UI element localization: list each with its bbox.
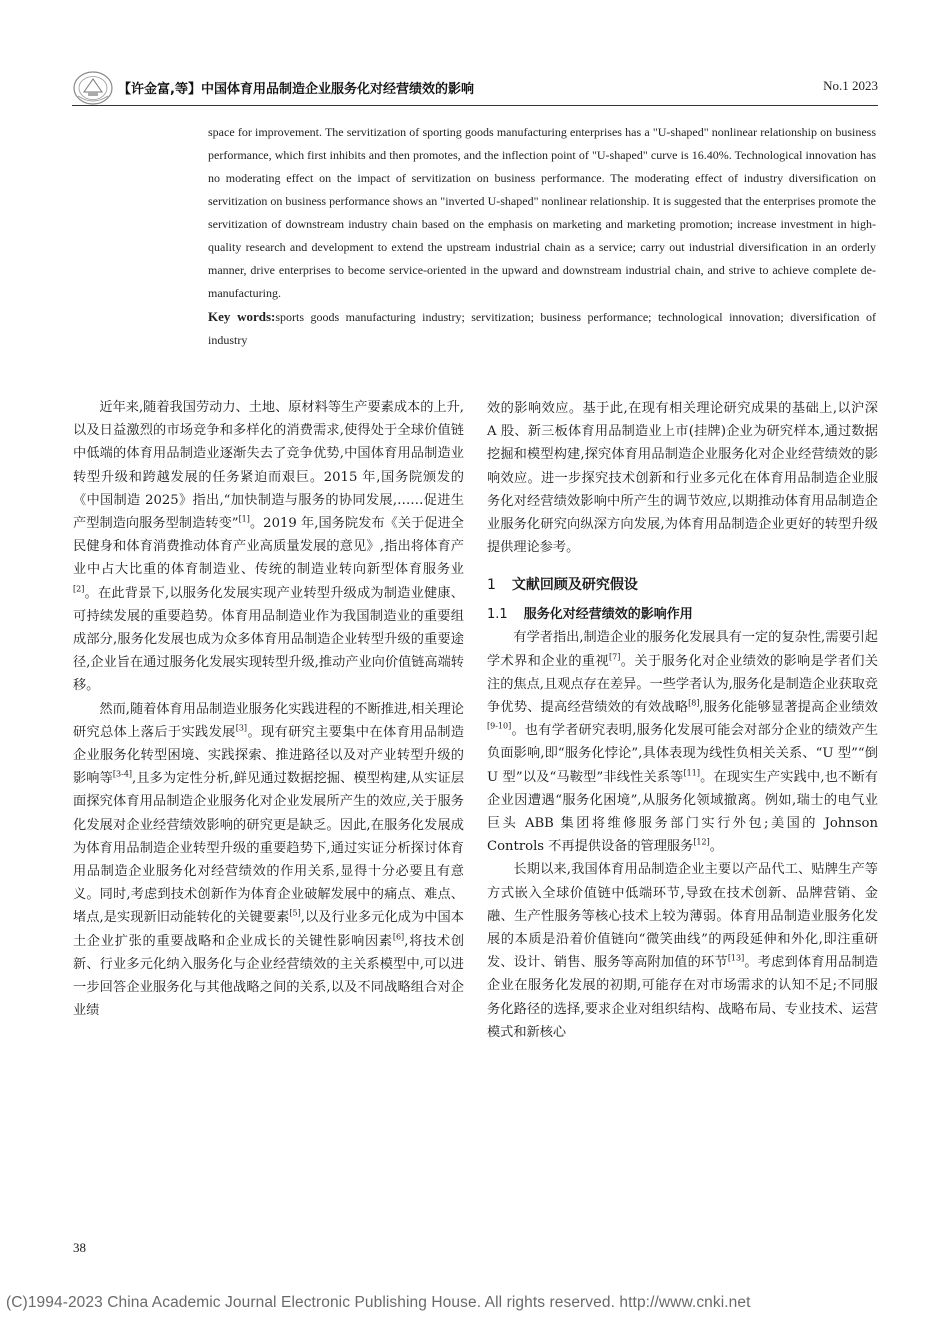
citation: [6] — [392, 932, 405, 942]
section-paragraph-2 — [487, 858, 878, 1044]
text-run: 。 — [709, 839, 723, 855]
text-run: 长期以来,我国体育用品制造企业主要以产品代工、贴牌生产等方式嵌入全球价值链中低端环节,导致在技术创新、品牌营销、金融、生产性服务等核心技术上较为薄弱。体育用品制造业服务化发展的本质是沿着价值链向“微笑曲线”的两段延伸和外化,即注重研发、设计、销售、服务等高附加值的环节 — [487, 862, 878, 971]
text-run: ,以及行业多元化成为中国本土企业扩张的重要战略和企业成长的关键性影响因素 — [73, 910, 464, 949]
citation: [12] — [693, 837, 710, 847]
section-title: 文献回顾及研究假设 — [511, 577, 638, 594]
header-divider — [72, 105, 878, 106]
citation: [8] — [688, 698, 700, 708]
keywords-line — [208, 305, 876, 352]
header-title: 【许金富,等】中国体育用品制造企业服务化对经营绩效的影响 — [118, 82, 474, 97]
section-paragraph-1 — [487, 626, 878, 858]
citation: [2] — [73, 584, 85, 594]
section-heading-1 — [487, 573, 878, 597]
journal-logo-icon — [72, 70, 114, 106]
copyright-footer: (C)1994-2023 China Academic Journal Electronic Publishing House. All rights reserved. http://www.cnki.net — [6, 1294, 751, 1311]
text-run: ,将技术创新、行业多元化纳入服务化与企业经营绩效的主关系模型中,可以进一步回答企业服务化与其他战略之间的关系,以及不同战略组合对企业绩 — [73, 933, 465, 1019]
text-run: ,且多为定性分析,鲜见通过数据挖掘、模型构建,从实证层面探究体育用品制造企业服务化对企业发展所产生的效应,关于服务化发展对企业经营绩效影响的研究更是缺乏。因此,在服务化发展成为体育用品制造企业转型升级的重要趋势下,通过实证分析探讨体育用品制造企业服务化对经营绩效的作用关系,显得十分必要且有意义。同时,考虑到技术创新作为体育企业破解发展中的痛点、难点、堵点,是实现新旧动能转化的关键要素 — [73, 771, 465, 926]
intro-paragraph-continued: 效的影响效应。基于此,在现有相关理论研究成果的基础上,以沪深 A 股、新三板体育用品制造业上市(挂牌)企业为研究样本,通过数据挖掘和模型构建,探究体育用品制造企业服务化对企业经营绩效的影响效应。进一步探究技术创新和行业多元化在体育用品制造企业服务化对经营绩效影响中所产生的调节效应,以期推动体育用品制造企业服务化研究向纵深方向发展,为体育用品制造企业更好的转型升级提供理论参考。 — [487, 401, 878, 556]
text-run: 。也有学者研究表明,服务化发展可能会对部分企业的绩效产生负面影响,即“服务化悖论”,具体表现为线性负相关关系、“U 型”“倒 U 型”以及“马鞍型”非线性关系等 — [487, 723, 878, 785]
subsection-number: 1.1 — [487, 607, 508, 623]
intro-paragraph-2 — [73, 698, 464, 1023]
intro-paragraph-1 — [73, 396, 464, 698]
text-run: 然而,随着体育用品制造业服务化实践进程的不断推进,相关理论研究总体上落后于实践发展 — [73, 701, 464, 740]
text-run: 近年来,随着我国劳动力、土地、原材料等生产要素成本的上升,以及日益激烈的市场竞争和多样化的消费需求,使得处于全球价值链中低端的体育用品制造业逐渐失去了竞争优势,中国体育用品制造业转型升级和跨越发展的任务紧迫而艰巨。2015 年,国务院颁发的《中国制造 2025》指出,“加快制造与服务的协同发展,……促进生产型制造向服务型制造转变” — [73, 400, 464, 532]
citation: [5] — [289, 909, 301, 919]
subsection-title: 服务化对经营绩效的影响作用 — [523, 607, 693, 623]
text-run: 。考虑到体育用品制造企业在服务化发展的初期,可能存在对市场需求的认知不足;不同服务化路径的选择,要求企业对组织结构、战略布局、专业技术、运营模式和新核心 — [487, 955, 879, 1040]
citation: [3-4] — [112, 769, 133, 779]
subsection-heading-1-1 — [487, 603, 878, 626]
header-issue: No.1 2023 — [823, 78, 878, 93]
citation: [9-10] — [487, 721, 512, 731]
text-run: ,服务化能够显著提高企业绩效 — [699, 700, 878, 716]
running-header — [72, 70, 878, 106]
abstract-text: space for improvement. The servitization of sporting goods manufacturing enterprises has a "U-shaped" nonlinear relationship on business performance, which first inhibits and then promotes, and the inflection point of "U-shaped" curve is 16.40%. Technological innovation has no moderating effect on the impact of servitization on business performance. The moderating effect of industry diversification on servitization on business performance shows an "inverted U-shaped" nonlinear relationship. It is suggested that the enterprises promote the servitization of downstream industry chain based on the emphasis on marketing and marketing promotion; increase investment in high-quality research and development to extend the upstream industrial chain as a service; carry out industrial diversification in an orderly manner, drive enterprises to become service-oriented in the upward and downstream industrial chain, and strive to achieve complete de-manufacturing. — [208, 125, 876, 300]
right-column — [487, 397, 878, 1044]
text-run: 。关于服务化对企业绩效的影响是学者们关注的焦点,且观点存在差异。一些学者认为,服务化是制造企业获取竞争优势、提高经营绩效的有效战略 — [487, 653, 879, 716]
text-run: 有学者指出,制造企业的服务化发展具有一定的复杂性,需要引起学术界和企业的重视 — [487, 630, 878, 669]
section-number: 1 — [487, 577, 496, 594]
text-run: 。在现实生产实践中,也不断有企业因遭遇“服务化困境”,从服务化领域撤离。例如,瑞士的电气业巨头 ABB 集团将维修服务部门实行外包;美国的 Johnson Controls 不再提供设备的管理服务 — [487, 769, 878, 855]
citation: [7] — [609, 652, 621, 662]
keywords-text: sports goods manufacturing industry; servitization; business performance; technological innovation; diversification of industry — [208, 310, 876, 347]
text-run: 。现有研究主要集中在体育用品制造企业服务化转型困境、实践探索、推进路径以及对产业转型升级的影响等 — [73, 724, 465, 787]
citation: [1] — [238, 514, 250, 524]
english-abstract — [208, 121, 876, 352]
text-run: 。2019 年,国务院发布《关于促进全民健身和体育消费推动体育产业高质量发展的意见》,指出将体育产业中占大比重的体育制造业、传统的制造业转向新型体育服务业 — [73, 516, 464, 578]
keywords-label: Key words: — [208, 309, 276, 324]
text-run: 。在此背景下,以服务化发展实现产业转型升级成为制造业健康、可持续发展的重要趋势。体育用品制造业作为我国制造业的重要组成部分,服务化发展也成为众多体育用品制造企业转型升级的重要途径,企业旨在通过服务化发展实现转型升级,推动产业向价值链高端转移。 — [73, 585, 464, 694]
citation: [13] — [727, 953, 745, 963]
citation: [3] — [235, 723, 248, 733]
left-column — [73, 396, 464, 1022]
page-number: 38 — [73, 1240, 86, 1255]
citation: [11] — [683, 768, 700, 778]
